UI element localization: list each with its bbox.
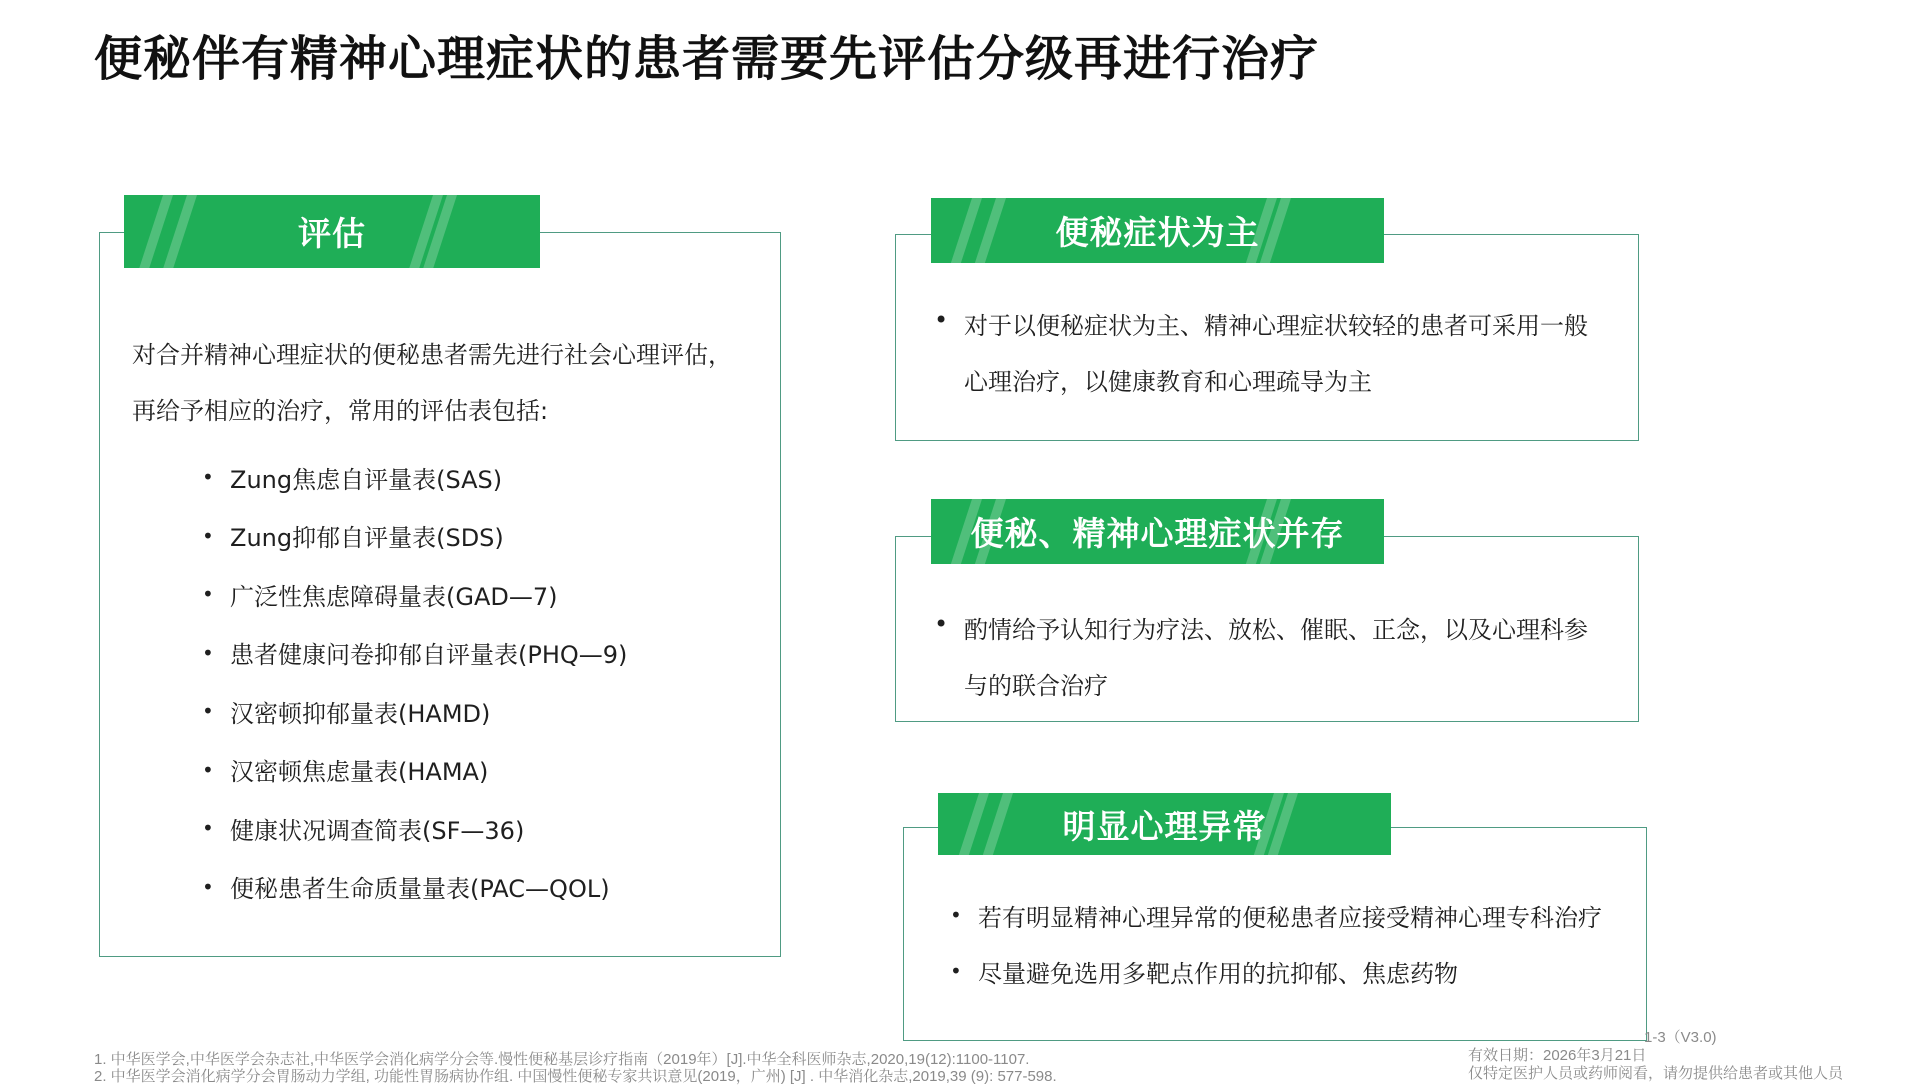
list-item: • Zung焦虑自评量表(SAS): [202, 465, 503, 494]
obvious-header-label: 明显心理异常: [1062, 806, 1267, 846]
coexist-line1: 酌情给予认知行为疗法、放松、催眠、正念，以及心理科参: [964, 616, 1588, 644]
document-meta: [1468, 1029, 1843, 1083]
coexist-header: [931, 499, 1384, 564]
assessment-header: [124, 195, 540, 268]
list-item: • 汉密顿焦虑量表(HAMA): [202, 757, 489, 787]
list-item: • 尽量避免选用多靶点作用的抗抑郁、焦虑药物: [950, 959, 1458, 988]
obvious-header: [938, 793, 1391, 855]
reference-2: 2. 中华医学会消化病学分会胃肠动力学组, 功能性胃肠病协作组. 中国慢性便秘专家共识意见(2019，广州) [J] . 中华消化杂志,2019,39 (9): 577-598.: [94, 1068, 1057, 1085]
version-label: 1-3（V3.0): [1644, 1029, 1717, 1046]
constipation-main-line1: 对于以便秘症状为主、精神心理症状较轻的患者可采用一般: [964, 312, 1588, 340]
constipation-main-line2: 心理治疗，以健康教育和心理疏导为主: [964, 368, 1372, 396]
assessment-intro-line1: 对合并精神心理症状的便秘患者需先进行社会心理评估，: [132, 341, 732, 369]
list-item: • 患者健康问卷抑郁自评量表(PHQ—9): [202, 640, 628, 670]
page-title: 便秘伴有精神心理症状的患者需要先评估分级再进行治疗: [94, 31, 1320, 87]
assessment-intro-line2: 再给予相应的治疗，常用的评估表包括:: [132, 397, 549, 425]
constipation-main-bullet: •: [934, 306, 949, 334]
obvious-list: [950, 887, 1602, 999]
list-item: • 便秘患者生命质量量表(PAC—QOL): [202, 874, 610, 904]
coexist-bullet: •: [934, 610, 949, 638]
coexist-line2: 与的联合治疗: [964, 672, 1108, 700]
assessment-header-label: 评估: [298, 214, 366, 253]
list-item: • 汉密顿抑郁量表(HAMD): [202, 699, 491, 728]
constipation-main-header-label: 便秘症状为主: [1055, 213, 1260, 252]
list-item: • 健康状况调查简表(SF—36): [202, 816, 525, 845]
list-item: • 若有明显精神心理异常的便秘患者应接受精神心理专科治疗: [950, 903, 1602, 932]
constipation-main-header: [931, 198, 1384, 263]
list-item: • Zung抑郁自评量表(SDS): [202, 523, 504, 553]
list-item: • 广泛性焦虑障碍量表(GAD—7): [202, 582, 558, 611]
reference-1: 1. 中华医学会,中华医学会杂志社,中华医学会消化病学分会等.慢性便秘基层诊疗指南（2019年）[J].中华全科医师杂志,2020,19(12):1100-1107.: [94, 1051, 1030, 1068]
coexist-header-label: 便秘、精神心理症状并存: [970, 514, 1345, 553]
assessment-scale-list: [202, 448, 627, 916]
valid-date: 有效日期：2026年3月21日: [1468, 1047, 1647, 1064]
usage-notice: 仅特定医护人员或药师阅看，请勿提供给患者或其他人员: [1468, 1065, 1844, 1082]
